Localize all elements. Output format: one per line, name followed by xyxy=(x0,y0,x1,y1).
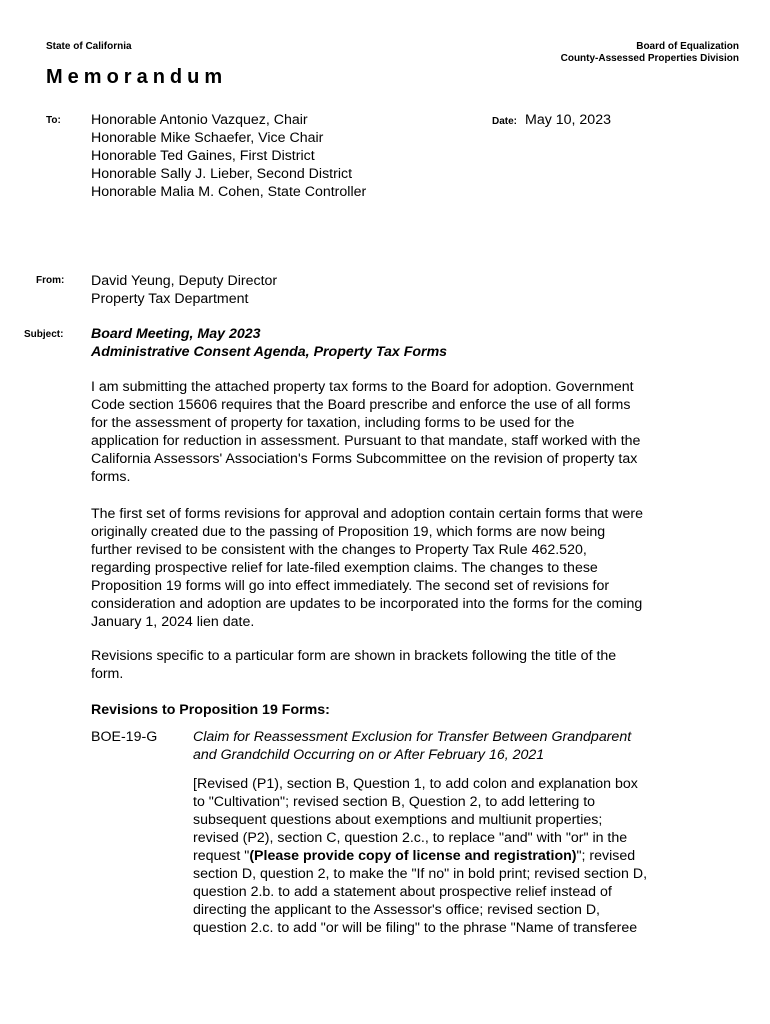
subject-line: Board Meeting, May 2023 xyxy=(91,326,261,342)
paragraph-line: The first set of forms revisions for approval and adoption contain certain forms that were xyxy=(91,506,643,522)
description-line: subsequent questions about exemptions and multiunit properties; xyxy=(193,812,603,828)
paragraph-line: regarding prospective relief for late-filed exemption claims. The changes to these xyxy=(91,560,598,576)
sender-name: David Yeung, Deputy Director xyxy=(91,273,278,289)
subject-label: Subject: xyxy=(24,329,64,340)
date-value: May 10, 2023 xyxy=(525,112,611,128)
form-title-line: Claim for Reassessment Exclusion for Transfer Between Grandparent xyxy=(193,729,632,745)
description-line: section D, question 2, to make the "If no" in bold print; revised section D, xyxy=(193,866,648,882)
paragraph-line: further revised to be consistent with the changes to Property Tax Rule 462.520, xyxy=(91,542,587,558)
description-line xyxy=(193,847,688,865)
paragraph-line: January 1, 2024 lien date. xyxy=(91,614,255,630)
recipient: Honorable Antonio Vazquez, Chair xyxy=(91,112,308,128)
recipient: Honorable Ted Gaines, First District xyxy=(91,148,315,164)
from-sender xyxy=(91,272,277,308)
paragraph-line: I am submitting the attached property tax forms to the Board for adoption. Government xyxy=(91,379,634,395)
paragraph-line: form. xyxy=(91,666,124,682)
description-text: "; revised xyxy=(576,848,636,864)
paragraph-line: consideration and adoption are updates to be incorporated into the forms for the coming xyxy=(91,596,643,612)
agency-name: Board of Equalization xyxy=(636,41,739,52)
from-label: From: xyxy=(36,275,65,286)
form-title-line: and Grandchild Occurring on or After February 16, 2021 xyxy=(193,747,545,763)
description-line: question 2.c. to add "or will be filing" to the phrase "Name of transferee xyxy=(193,920,638,936)
section-heading: Revisions to Proposition 19 Forms: xyxy=(91,702,330,718)
agency-division: County-Assessed Properties Division xyxy=(560,53,739,64)
description-line: revised (P2), section C, question 2.c., to replace "and" with "or" in the xyxy=(193,830,628,846)
to-label: To: xyxy=(46,115,61,126)
sender-department: Property Tax Department xyxy=(91,291,249,307)
memo-title: Memorandum xyxy=(46,66,228,88)
state-of-california: State of California xyxy=(46,41,132,52)
paragraph-line: forms. xyxy=(91,469,131,485)
paragraph-line: originally created due to the passing of Proposition 19, which forms are now being xyxy=(91,524,606,540)
form-title xyxy=(193,728,683,764)
paragraph-line: application for reduction in assessment. Pursuant to that mandate, staff worked with the xyxy=(91,433,641,449)
recipient: Honorable Sally J. Lieber, Second District xyxy=(91,166,353,182)
description-line: [Revised (P1), section B, Question 1, to add colon and explanation box xyxy=(193,776,638,792)
subject xyxy=(91,325,447,361)
paragraph-line: Proposition 19 forms will go into effect immediately. The second set of revisions for xyxy=(91,578,610,594)
recipient: Honorable Mike Schaefer, Vice Chair xyxy=(91,130,324,146)
paragraph-line: Revisions specific to a particular form are shown in brackets following the title of the xyxy=(91,648,617,664)
paragraph-intro xyxy=(91,378,691,486)
subject-line: Administrative Consent Agenda, Property Tax Forms xyxy=(91,344,448,360)
paragraph-line: California Assessors' Association's Forms Subcommittee on the revision of property tax xyxy=(91,451,638,467)
paragraph-line: for the assessment of property for taxation, including forms to be used for the xyxy=(91,415,575,431)
form-code: BOE-19-G xyxy=(91,729,158,745)
date-label: Date: xyxy=(492,116,518,127)
description-bold-text: (Please provide copy of license and registration) xyxy=(249,848,577,864)
agency-block xyxy=(561,41,739,65)
to-recipients xyxy=(91,111,366,201)
description-line: directing the applicant to the Assessor's office; revised section D, xyxy=(193,902,601,918)
paragraph-brackets xyxy=(91,647,691,683)
description-text: request " xyxy=(193,848,250,864)
description-line: question 2.b. to add a statement about prospective relief instead of xyxy=(193,884,612,900)
description-line: to "Cultivation"; revised section B, Question 2, to add lettering to xyxy=(193,794,596,810)
paragraph-line: Code section 15606 requires that the Board prescribe and enforce the use of all forms xyxy=(91,397,631,413)
recipient: Honorable Malia M. Cohen, State Controller xyxy=(91,184,367,200)
form-revision-description xyxy=(193,775,688,937)
paragraph-revisions xyxy=(91,505,691,631)
